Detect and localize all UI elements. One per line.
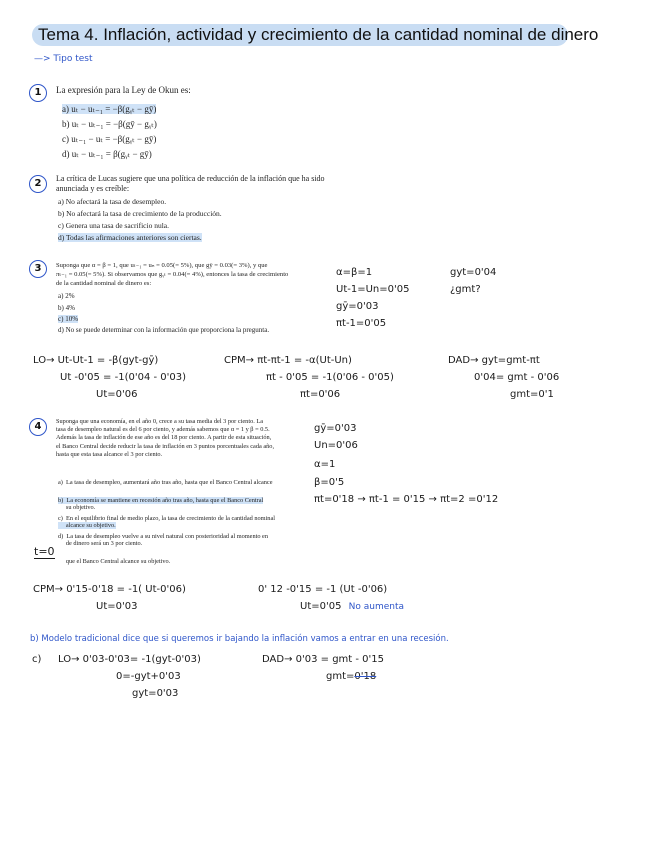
q2-option-a: a) No afectará la tasa de desempleo. [58,197,167,206]
tipo-label [34,54,93,64]
no-aumenta-note: No aumenta [348,602,405,612]
q4-option-a: a) La tasa de desempleo, aumentará año tras año, hasta que el Banco Central alcance su objetivo. [58,479,273,512]
q3-note-gmt: ¿gmt? [450,284,481,295]
work3-lo-step2: 0=-gyt+0'03 [116,671,181,682]
work1-lo-step2: Ut -0'05 = -1(0'04 - 0'03) [60,372,187,383]
q1-option-c: c) uₜ₋₁ − uₜ = −β(gᵧₜ − gȳ) [62,134,157,144]
work1-cpm-step2: πt - 0'05 = -1(0'06 - 0'05) [266,372,394,383]
q3-note-gyt: gyt=0'04 [450,267,497,278]
q4-stem: Suponga que una economía, en el año 0, crece a su tasa media del 3 por ciento. La tasa de desempleo natural es del 6 por ciento, y además sabemos que α = 1 y β = 0.5. Además la tasa de inflación de ese año es del 18 por ciento. A partir de esta situación, el Banco Central decide reducir la tasa de inflación en 3 puntos porcentuales cada año, hasta que esta tasa alcance el 3 por ciento. [56,418,275,458]
work1-cpm: CPM→ πt-πt-1 = -α(Ut-Un) [224,355,352,366]
work2-right-result: Ut=0'05 No aumenta [300,601,405,612]
arrow: —> [34,54,51,64]
answer-b: b) Modelo tradicional dice que si queremos ir bajando la inflación vamos a entrar en una recesión. [30,634,449,644]
answer-c-label: c) [32,654,42,665]
q2-stem: La crítica de Lucas sugiere que una política de reducción de la inflación que ha sido anunciada y es creíble: [56,174,325,193]
q3-note-alpha-beta: α=β=1 [336,267,373,278]
q3-stem: Suponga que α = β = 1, que uₜ₋₁ = uₙ = 0.05(= 5%), que gȳ = 0.03(= 3%), y que πₜ₋₁ = 0.05(= 5%). Si observamos que gᵧₜ = 0.04(= 4%), entonces la tasa de crecimiento de la cantidad nominal de dinero es: [56,262,289,287]
question-number-3: 3 [29,260,47,278]
work3-dad: DAD→ 0'03 = gmt - 0'15 [262,654,385,665]
q3-option-d: d) No se puede determinar con la información que proporciona la pregunta. [58,326,270,334]
work1-dad-step2: 0'04= gmt - 0'06 [474,372,560,383]
q4-option-c: c) En el equilibrio final de medio plazo, la tasa de crecimiento de la cantidad nominal de dinero será un 3 por ciento. [58,515,275,548]
question-number-2: 2 [29,175,47,193]
work2-cpm-result: Ut=0'03 [96,601,138,612]
work1-lo: LO→ Ut-Ut-1 = -β(gyt-gȳ) [33,355,159,366]
q1-option-d: d) uₜ − uₜ₋₁ = β(gᵧₜ − gȳ) [62,149,152,159]
t0-label: t=0 [34,545,55,558]
q1-option-b: b) uₜ − uₜ₋₁ = −β(gȳ − gᵧₜ) [62,119,157,129]
work1-cpm-result: πt=0'06 [300,389,341,400]
work3-lo: LO→ 0'03-0'03= -1(gyt-0'03) [58,654,201,665]
q1-stem: La expresión para la Ley de Okun es: [56,85,191,95]
q4-note-beta: β=0'5 [314,477,345,488]
q2-option-c: c) Genera una tasa de sacrificio nula. [58,221,169,230]
q2-option-d: d) Todas las afirmaciones anteriores son ciertas. [58,233,202,242]
tipo-text: Tipo test [53,54,93,64]
work1-lo-result: Ut=0'06 [96,389,138,400]
q1-option-a: a) uₜ − uₜ₋₁ = −β(gᵧₜ − gȳ) [62,104,157,114]
q4-option-b: b) La economía se mantiene en recesión año tras año, hasta que el Banco Central alcance su objetivo. [58,497,264,530]
work3-lo-result: gyt=0'03 [132,688,179,699]
q3-note-pi: πt-1=0'05 [336,318,387,329]
work1-dad-result: gmt=0'1 [510,389,554,400]
q3-option-b: b) 4% [58,304,75,312]
q3-option-a: a) 2% [58,292,75,300]
q3-note-gybar: gȳ=0'03 [336,301,379,312]
q4-note-pi-sequence: πt=0'18 → πt-1 = 0'15 → πt=2 =0'12 [314,494,499,505]
q4-note-gybar: gȳ=0'03 [314,423,357,434]
question-number-4: 4 [29,418,47,436]
question-number-1: 1 [29,84,47,102]
q4-option-d: d) La tasa de desempleo vuelve a su nivel natural con posterioridad al momento en que el Banco Central alcance su objetivo. [58,533,269,566]
work3-dad-result: gmt=0'18 [326,671,377,682]
work2-right: 0' 12 -0'15 = -1 (Ut -0'06) [258,584,388,595]
q4-note-un: Un=0'06 [314,440,358,451]
q2-option-b: b) No afectará la tasa de crecimiento de la producción. [58,209,222,218]
q3-note-un: Ut-1=Un=0'05 [336,284,410,295]
page-title: Tema 4. Inflación, actividad y crecimiento de la cantidad nominal de dinero [32,24,568,46]
work2-cpm: CPM→ 0'15-0'18 = -1( Ut-0'06) [33,584,186,595]
q3-option-c: c) 10% [58,315,79,323]
work1-dad: DAD→ gyt=gmt-πt [448,355,540,366]
q4-note-alpha: α=1 [314,459,336,470]
